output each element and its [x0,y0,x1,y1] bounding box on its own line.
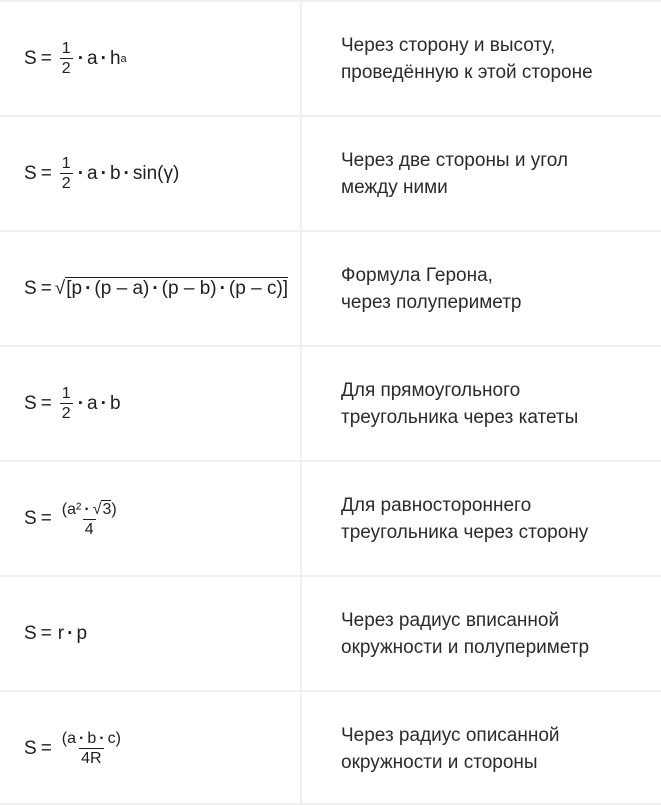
sqrt-content: 3 [102,500,112,518]
fraction-numerator [60,500,119,519]
description-cell [341,462,651,575]
description-line: окружности и полупериметр [341,636,590,658]
description-line: проведённую к этой стороне [341,61,593,83]
factor: b [109,392,121,414]
table-row [0,0,661,115]
formula-lhs: S [24,47,37,69]
table-row [0,230,661,345]
fraction-denominator: 2 [61,60,71,77]
formula-lhs: S [24,392,37,414]
factor: a [87,162,98,184]
fraction-numerator: 1 [61,155,71,172]
sqrt-symbol: √ [54,277,66,299]
formula-cell [24,577,87,690]
factor: (a [61,730,77,747]
description-line: Для равностороннего [341,494,532,516]
factor: (p – c)] [228,278,289,299]
multiply-dot: · [100,162,107,184]
formula-cell [24,117,179,230]
formula-lhs: S [24,737,37,759]
multiply-dot: · [85,278,92,299]
formula-cell [24,232,288,345]
formula-equals: = [40,277,52,299]
formula-cell [24,462,121,575]
factor: ) [111,500,117,518]
factor: r [57,622,65,644]
factor: a [87,392,98,414]
factor: b [87,730,97,747]
formula-cell [24,347,121,460]
fraction [60,155,73,192]
formula-equals: = [40,622,52,644]
table-row [0,575,661,690]
factor: b [109,162,121,184]
table-row [0,460,661,575]
description-line: Формула Герона, [341,264,493,286]
fraction-denominator: 4R [81,750,102,767]
factor: (a² [61,500,82,518]
description-line: окружности и стороны [341,751,538,773]
formula-lhs: S [24,622,37,644]
description-cell [341,577,651,690]
description-line: треугольника через сторону [341,521,589,543]
description-line: Через сторону и высоту, [341,34,556,56]
fraction [60,500,119,538]
fraction [60,385,73,422]
formula-equals: = [40,737,52,759]
table-row [0,690,661,805]
fraction-denominator: 2 [61,175,71,192]
description-line: через полупериметр [341,291,522,313]
fraction-numerator: 1 [61,385,71,402]
formula-equals: = [40,392,52,414]
sqrt-content [65,277,288,300]
formula-equals: = [40,507,52,529]
multiply-dot: · [77,162,85,184]
multiply-dot: · [79,730,85,747]
description-cell [341,692,651,805]
table-row [0,345,661,460]
description-line: Через радиус описанной [341,724,560,746]
fraction [60,40,73,77]
multiply-dot: · [100,47,107,69]
factor: p [76,622,88,644]
formula-cell [24,2,127,115]
fraction-numerator [60,730,123,748]
description-line: треугольника через катеты [341,406,579,428]
multiply-dot: · [84,500,90,518]
description-cell [341,232,651,345]
description-line: Через две стороны и угол [341,149,569,171]
multiply-dot: · [219,278,226,299]
multiply-dot: · [77,47,85,69]
factor: sin(γ) [132,162,180,184]
sqrt-symbol: √ [92,500,102,518]
fraction-denominator: 4 [84,520,94,538]
multiply-dot: · [77,392,85,414]
fraction [60,730,123,767]
fraction-denominator: 2 [61,405,71,422]
multiply-dot: · [99,730,105,747]
description-line: между ними [341,176,448,198]
description-cell [341,2,651,115]
formula-cell [24,692,125,805]
factor: [p [66,278,83,299]
description-cell [341,117,651,230]
formula-equals: = [40,47,52,69]
description-cell [341,347,651,460]
description-line: Для прямоугольного [341,379,521,401]
formula-lhs: S [24,162,37,184]
fraction-numerator: 1 [61,40,71,57]
table-row [0,115,661,230]
formula-equals: = [40,162,52,184]
multiply-dot: · [67,622,74,644]
factor: (p – b) [161,278,217,299]
formula-lhs: S [24,507,37,529]
factor: a [87,47,98,69]
formula-lhs: S [24,277,37,299]
subscript: a [120,52,127,65]
multiply-dot: · [152,278,159,299]
description-line: Через радиус вписанной [341,609,560,631]
factor: h [109,47,121,69]
multiply-dot: · [123,162,130,184]
multiply-dot: · [100,392,107,414]
factor: (p – a) [94,278,150,299]
factor: c) [107,730,121,747]
